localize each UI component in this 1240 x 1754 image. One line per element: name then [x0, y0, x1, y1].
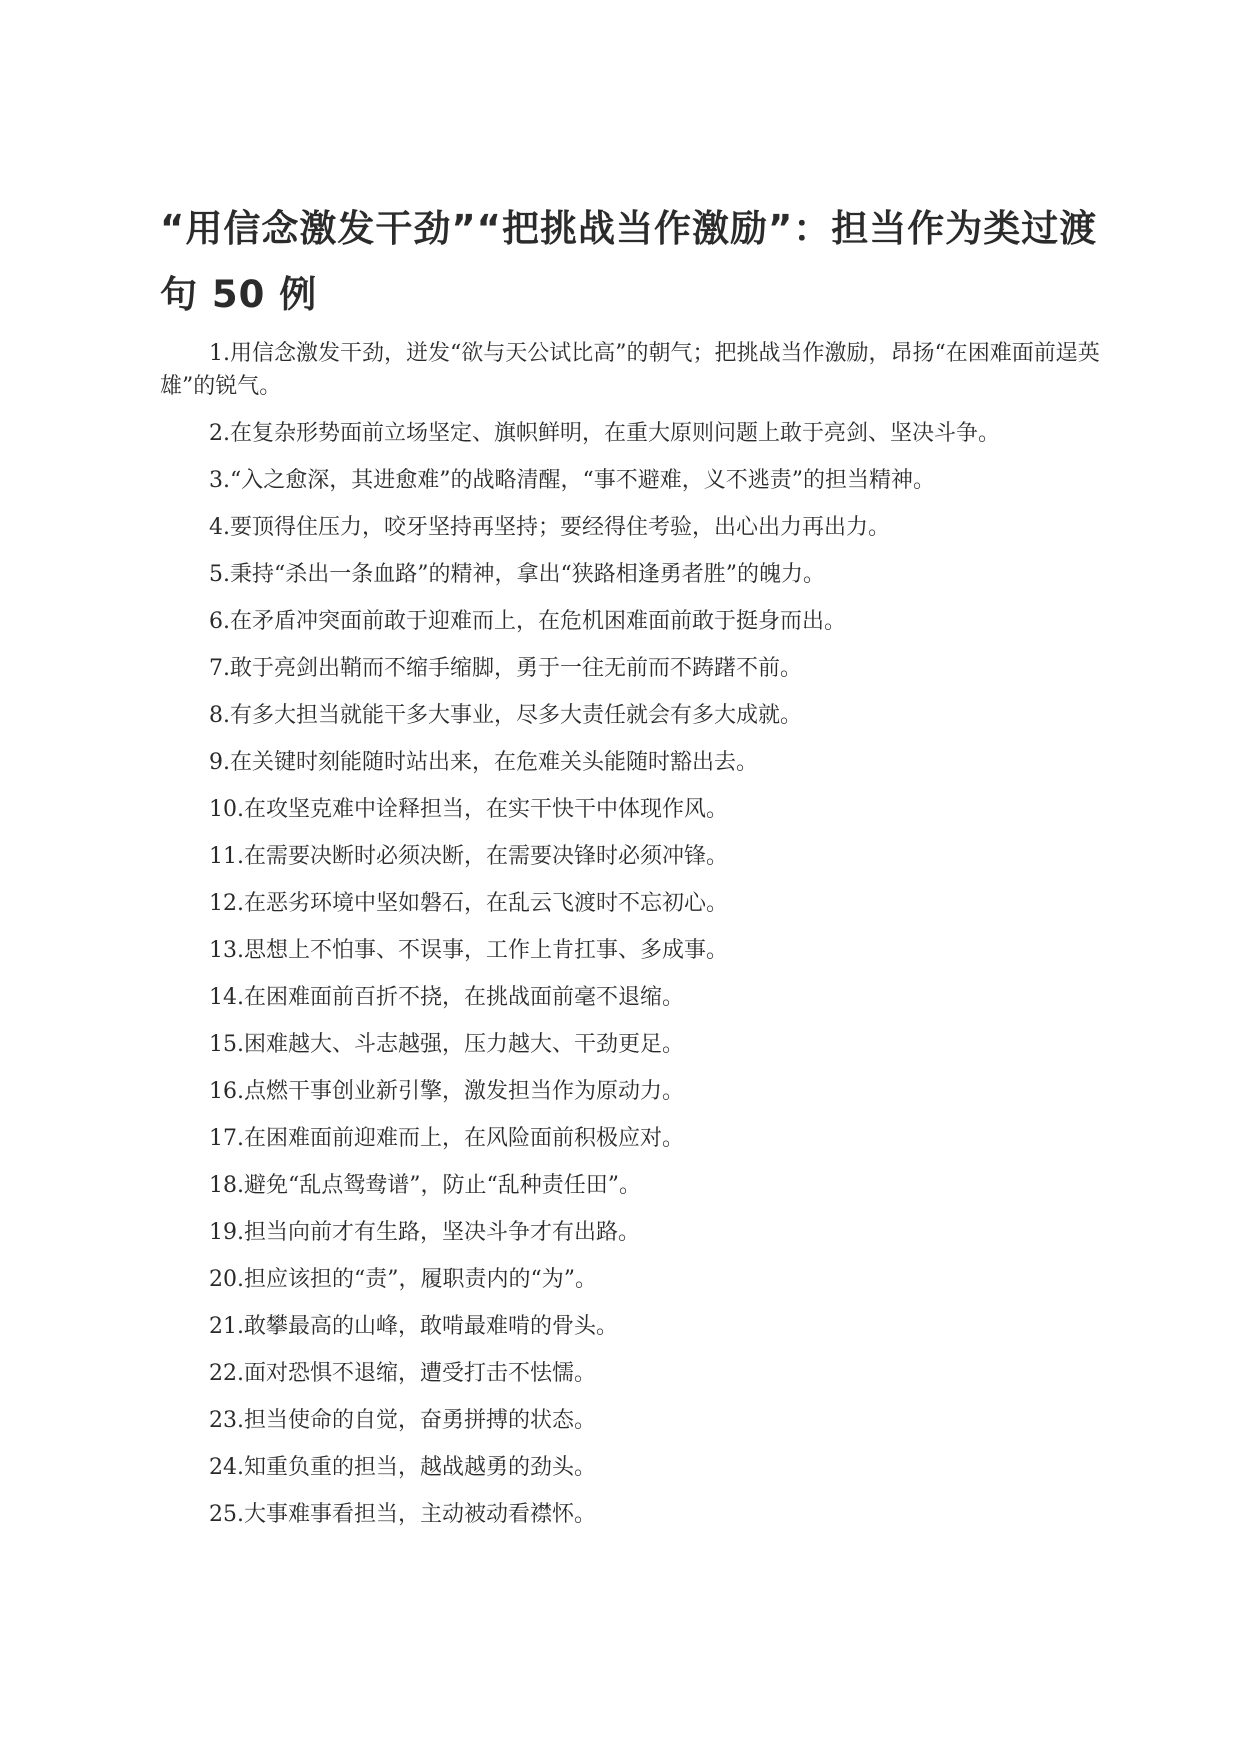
item-number: 7. [209, 656, 230, 681]
list-item [160, 337, 1100, 403]
document-title: “用信念激发干劲”“把挑战当作激励”：担当作为类过渡句 50 例 [160, 207, 1098, 316]
item-text: 在困难面前迎难而上，在风险面前积极应对。 [244, 1126, 685, 1151]
item-number: 3. [209, 468, 230, 493]
item-text: 困难越大、斗志越强，压力越大、干劲更足。 [244, 1032, 685, 1057]
item-number: 23. [209, 1408, 244, 1433]
item-text: 用信念激发干劲，迸发“欲与天公试比高”的朝气；把挑战当作激励，昂扬“在困难面前逞英雄”的锐气。 [160, 341, 1100, 399]
item-text: 担当使命的自觉，奋勇拼搏的状态。 [244, 1408, 597, 1433]
item-number: 20. [209, 1267, 244, 1292]
list-item [160, 605, 1100, 638]
item-number: 16. [209, 1079, 244, 1104]
list-item [160, 699, 1100, 732]
item-number: 8. [209, 703, 230, 728]
item-number: 19. [209, 1220, 244, 1245]
list-item [160, 934, 1100, 967]
list-item [160, 1028, 1100, 1061]
item-text: 避免“乱点鸳鸯谱”，防止“乱种责任田”。 [244, 1173, 641, 1198]
item-number: 4. [209, 515, 230, 540]
item-text: 点燃干事创业新引擎，激发担当作为原动力。 [244, 1079, 685, 1104]
list-item [160, 1122, 1100, 1155]
item-number: 21. [209, 1314, 244, 1339]
list-item [160, 887, 1100, 920]
item-text: 在困难面前百折不挠，在挑战面前毫不退缩。 [244, 985, 685, 1010]
item-number: 14. [209, 985, 244, 1010]
list-item [160, 1169, 1100, 1202]
item-number: 18. [209, 1173, 244, 1198]
item-text: 敢攀最高的山峰，敢啃最难啃的骨头。 [244, 1314, 619, 1339]
item-number: 9. [209, 750, 230, 775]
item-text: 大事难事看担当，主动被动看襟怀。 [244, 1502, 597, 1527]
list-item [160, 746, 1100, 779]
item-text: 在关键时刻能随时站出来，在危难关头能随时豁出去。 [230, 750, 759, 775]
list-item [160, 511, 1100, 544]
item-number: 22. [209, 1361, 244, 1386]
item-text: 在矛盾冲突面前敢于迎难而上，在危机困难面前敢于挺身而出。 [230, 609, 847, 634]
item-number: 24. [209, 1455, 244, 1480]
list-item [160, 1263, 1100, 1296]
list-item [160, 652, 1100, 685]
item-text: 担应该担的“责”，履职责内的“为”。 [244, 1267, 597, 1292]
list-item [160, 1498, 1100, 1531]
item-number: 15. [209, 1032, 244, 1057]
item-text: 在复杂形势面前立场坚定、旗帜鲜明，在重大原则问题上敢于亮剑、坚决斗争。 [230, 421, 1001, 446]
list-item [160, 1216, 1100, 1249]
list-item [160, 417, 1100, 450]
item-text: 在需要决断时必须决断，在需要决锋时必须冲锋。 [244, 844, 729, 869]
list-item [160, 1451, 1100, 1484]
item-number: 12. [209, 891, 244, 916]
list-item [160, 1357, 1100, 1390]
item-number: 17. [209, 1126, 244, 1151]
item-number: 6. [209, 609, 230, 634]
list-item [160, 840, 1100, 873]
list-item [160, 1075, 1100, 1108]
item-number: 1. [209, 341, 230, 366]
item-number: 5. [209, 562, 230, 587]
item-text: 有多大担当就能干多大事业，尽多大责任就会有多大成就。 [230, 703, 803, 728]
item-number: 10. [209, 797, 244, 822]
item-text: “入之愈深，其进愈难”的战略清醒，“事不避难，义不逃责”的担当精神。 [230, 468, 935, 493]
item-text: 在恶劣环境中坚如磐石，在乱云飞渡时不忘初心。 [244, 891, 729, 916]
item-text: 秉持“杀出一条血路”的精神，拿出“狭路相逢勇者胜”的魄力。 [230, 562, 825, 587]
item-text: 面对恐惧不退缩，遭受打击不怯懦。 [244, 1361, 597, 1386]
list-item [160, 558, 1100, 591]
list-item [160, 1310, 1100, 1343]
item-text: 要顶得住压力，咬牙坚持再坚持；要经得住考验，出心出力再出力。 [230, 515, 891, 540]
item-number: 25. [209, 1502, 244, 1527]
item-number: 13. [209, 938, 244, 963]
item-text: 担当向前才有生路，坚决斗争才有出路。 [244, 1220, 641, 1245]
item-text: 敢于亮剑出鞘而不缩手缩脚，勇于一往无前而不踌躇不前。 [230, 656, 803, 681]
item-text: 知重负重的担当，越战越勇的劲头。 [244, 1455, 597, 1480]
list-item [160, 1404, 1100, 1437]
sentence-list [160, 337, 1100, 1545]
item-text: 在攻坚克难中诠释担当，在实干快干中体现作风。 [244, 797, 729, 822]
list-item [160, 793, 1100, 826]
list-item [160, 464, 1100, 497]
item-number: 2. [209, 421, 230, 446]
list-item [160, 981, 1100, 1014]
item-number: 11. [209, 844, 244, 869]
item-text: 思想上不怕事、不误事，工作上肯扛事、多成事。 [244, 938, 729, 963]
